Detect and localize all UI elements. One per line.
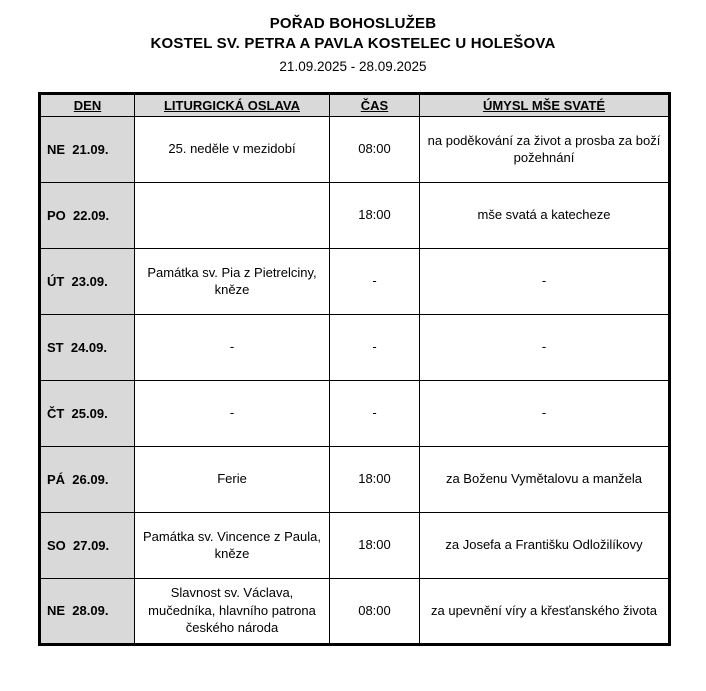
day-cell: ST 24.09. <box>40 314 135 380</box>
day-cell: ÚT 23.09. <box>40 248 135 314</box>
date-range: 21.09.2025 - 28.09.2025 <box>279 58 427 74</box>
celebration-cell: Památka sv. Vincence z Paula, kněze <box>135 512 330 578</box>
table-row <box>40 512 670 578</box>
intention-cell: za Boženu Vymětalovu a manžela <box>420 446 670 512</box>
table-row <box>40 578 670 644</box>
table-row <box>40 182 670 248</box>
time-cell: - <box>330 314 420 380</box>
day-cell: ČT 25.09. <box>40 380 135 446</box>
column-header-den: DEN <box>40 93 135 116</box>
table-row <box>40 116 670 182</box>
table-row <box>40 314 670 380</box>
intention-cell: - <box>420 380 670 446</box>
time-cell: 08:00 <box>330 578 420 644</box>
time-cell: 18:00 <box>330 446 420 512</box>
celebration-cell: 25. neděle v mezidobí <box>135 116 330 182</box>
celebration-cell: Slavnost sv. Václava, mučedníka, hlavního patrona českého národa <box>135 578 330 644</box>
day-cell: NE 21.09. <box>40 116 135 182</box>
intention-cell: mše svatá a katecheze <box>420 182 670 248</box>
time-cell: 18:00 <box>330 512 420 578</box>
schedule-table-container <box>38 92 706 646</box>
schedule-table <box>38 92 671 646</box>
intention-cell: za Josefa a Františku Odložilíkovy <box>420 512 670 578</box>
table-row <box>40 248 670 314</box>
celebration-cell: - <box>135 380 330 446</box>
header-row <box>40 93 670 116</box>
intention-cell: - <box>420 314 670 380</box>
church-name: KOSTEL SV. PETRA A PAVLA KOSTELEC U HOLEŠOVA <box>150 35 556 53</box>
column-header-cas: ČAS <box>330 93 420 116</box>
column-header-liturgicka-oslava: LITURGICKÁ OSLAVA <box>135 93 330 116</box>
intention-cell: za upevnění víry a křesťanského života <box>420 578 670 644</box>
time-cell: - <box>330 248 420 314</box>
intention-cell: na poděkování za život a prosba za boží požehnání <box>420 116 670 182</box>
document-header <box>0 14 706 76</box>
celebration-cell: - <box>135 314 330 380</box>
time-cell: - <box>330 380 420 446</box>
time-cell: 08:00 <box>330 116 420 182</box>
column-header-umysl: ÚMYSL MŠE SVATÉ <box>420 93 670 116</box>
table-row <box>40 446 670 512</box>
intention-cell: - <box>420 248 670 314</box>
page-title: POŘAD BOHOSLUŽEB <box>269 15 437 32</box>
day-cell: NE 28.09. <box>40 578 135 644</box>
day-cell: PÁ 26.09. <box>40 446 135 512</box>
day-cell: PO 22.09. <box>40 182 135 248</box>
celebration-cell: Ferie <box>135 446 330 512</box>
day-cell: SO 27.09. <box>40 512 135 578</box>
celebration-cell: Památka sv. Pia z Pietrelciny, kněze <box>135 248 330 314</box>
table-row <box>40 380 670 446</box>
time-cell: 18:00 <box>330 182 420 248</box>
celebration-cell <box>135 182 330 248</box>
